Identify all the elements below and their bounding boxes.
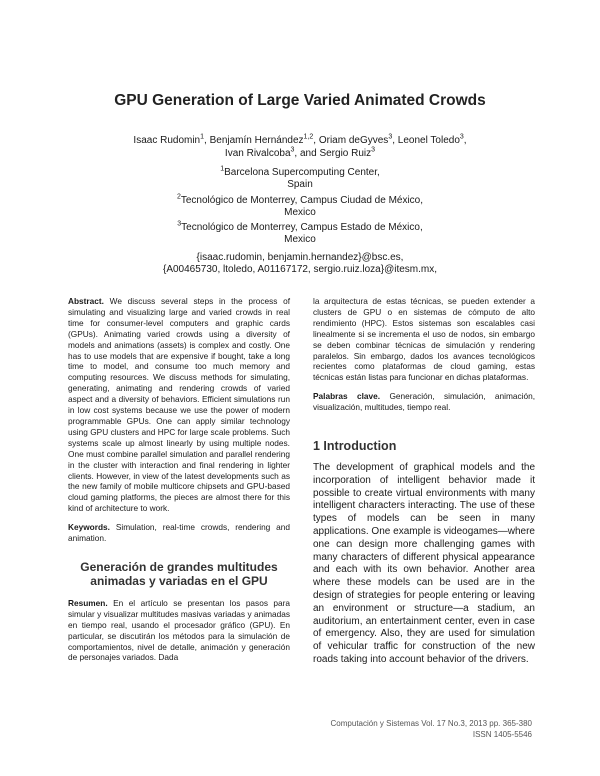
abstract	[68, 296, 290, 514]
section-heading-introduction: 1 Introduction	[313, 439, 397, 454]
author-name: Leonel Toledo	[397, 135, 460, 146]
keywords	[68, 522, 290, 544]
journal-footer	[270, 718, 532, 740]
resumen-text: En el artículo se presentan los pasos para simular y visualizar multitudes masivas variadas y animadas en tiempo real, usando el procesador gráfico (GPU). En particular, se discutirán los métodos para la simulación de comportamientos, nivel de detalle, animación y generación de personajes variados. Dada	[68, 597, 291, 663]
author-affiliation-mark: 3	[459, 133, 464, 141]
resumen	[68, 598, 290, 663]
affiliation-2	[120, 195, 480, 219]
affiliation-country: Mexico	[284, 234, 316, 245]
journal-issn: ISSN 1405-5546	[472, 730, 532, 739]
journal-citation: Computación y Sistemas Vol. 17 No.3, 2013 pp. 365-380	[330, 719, 532, 728]
author-name: Oriam deGyves	[318, 135, 389, 146]
authors-conjunction: and	[299, 148, 317, 159]
palabras-clave-label: Palabras clave.	[313, 391, 381, 402]
keywords-text: Simulation, real-time crowds, rendering and animation.	[68, 522, 290, 544]
affiliation-name: Tecnológico de Monterrey, Campus Ciudad de México,	[180, 195, 424, 206]
author-affiliation-mark: 1,2	[303, 133, 314, 141]
spanish-title-heading: Generación de grandes multitudes animadas y variadas en el GPU	[80, 559, 278, 588]
affiliation-1	[120, 167, 480, 191]
author-affiliation-mark: 3	[388, 133, 393, 141]
author-name: Ivan Rivalcoba	[224, 148, 291, 159]
author-affiliation-mark: 3	[290, 146, 295, 154]
email-line: {isaac.rudomin, benjamin.hernandez}@bsc.es,	[196, 252, 404, 263]
right-column	[313, 296, 535, 667]
affiliation-name: Barcelona Supercomputing Center,	[224, 167, 380, 178]
paper-title: GPU Generation of Large Varied Animated Crowds	[114, 92, 486, 109]
affiliation-mark: 2	[176, 193, 181, 201]
affiliation-country: Mexico	[284, 207, 316, 218]
author-affiliation-mark: 3	[371, 146, 376, 154]
abstract-text: We discuss several steps in the process of simulating and visualizing large and varied crowds in real time for consumer-level computers and graphic cards (GPUs). Animating varied crowds using a diversity of models and animations (assets) is complex and costly. One has to use models that are expensive if bought, take a long time to model, and consume too much memory and computing resources. We discuss methods for simulating, generating, animating and rendering crowds of varied aspect and a diversity of behaviors. Efficient simulations run in low cost systems because we use the power of modern programmable GPUs. One can apply similar technology using GPU clusters and HPC for large scale problems. Such systems scale up almost linearly by using multiple nodes. One must combine parallel simulation and parallel rendering in the cluster with interaction and final rendering in lighter clients. However, in view of the latest developments such as the new family of mobile multicore chipsets and GPU-based cloud gaming platforms, the pieces are almost there for this kind of architecture to work.	[68, 296, 291, 514]
introduction-body: The development of graphical models and the incorporation of intelligent behavior made it possible to create virtual environments with many intelligent characters interacting. The use of these types of models can be seen in many applications. One example is videogames—where one can design more challenging games with many characters of different physical appearance and each with its own behavior. Another area where these models can be used are in the design of strategies for people entering or leaving an environment or structure—a stadium, an auditorium, an entertainment center, even in case of emergency. Also, they are used for simulation of vehicular traffic for construction of the new roads taking into account behavior of the drivers.	[313, 461, 535, 665]
author-name: Benjamín Hernández	[209, 135, 304, 146]
abstract-label: Abstract.	[68, 296, 104, 306]
affiliation-3	[120, 222, 480, 246]
affiliation-mark: 1	[220, 165, 225, 173]
resumen-continued: la arquitectura de estas técnicas, se pueden extender a clusters de GPU o en sistemas de cómputo de alto rendimiento (HPC). Estos sistemas son escalables casi linealmente si se incrementa el uso de nodos, sin embargo se deben combinar técnicas de simulación y rendering paralelos. Sin embargo, dados los avances tecnológicos recientes como plataformas de cloud gaming, estas técnicas están listas para funcionar en dichas plataformas.	[313, 296, 535, 383]
palabras-clave-text: Generación, simulación, animación, visualización, multitudes, tiempo real.	[313, 391, 536, 413]
authors-line-1: Isaac Rudomin$^1$, Benjamín Hernández$^{1,2}$, Oriam deGyves$^3$, Leonel Toledo$^3$,	[133, 133, 467, 146]
affiliation-mark: 3	[177, 220, 182, 228]
author-name: Sergio Ruiz	[319, 148, 372, 159]
author-name: Isaac Rudomin	[133, 135, 201, 146]
author-list	[120, 134, 480, 160]
email-line: {A00465730, ltoledo, A01167172, sergio.ruiz.loza}@itesm.mx,	[162, 264, 438, 275]
affiliation-country: Spain	[287, 179, 313, 190]
keywords-label: Keywords.	[68, 522, 110, 533]
affiliation-name: Tecnológico de Monterrey, Campus Estado de México,	[181, 222, 423, 233]
resumen-label: Resumen.	[68, 597, 108, 608]
palabras-clave	[313, 391, 535, 413]
authors-line-2: Ivan Rivalcoba$^3$, and Sergio Ruiz$^3$	[224, 146, 376, 159]
author-emails	[120, 252, 480, 276]
author-affiliation-mark: 1	[200, 133, 205, 141]
left-column	[68, 296, 290, 663]
